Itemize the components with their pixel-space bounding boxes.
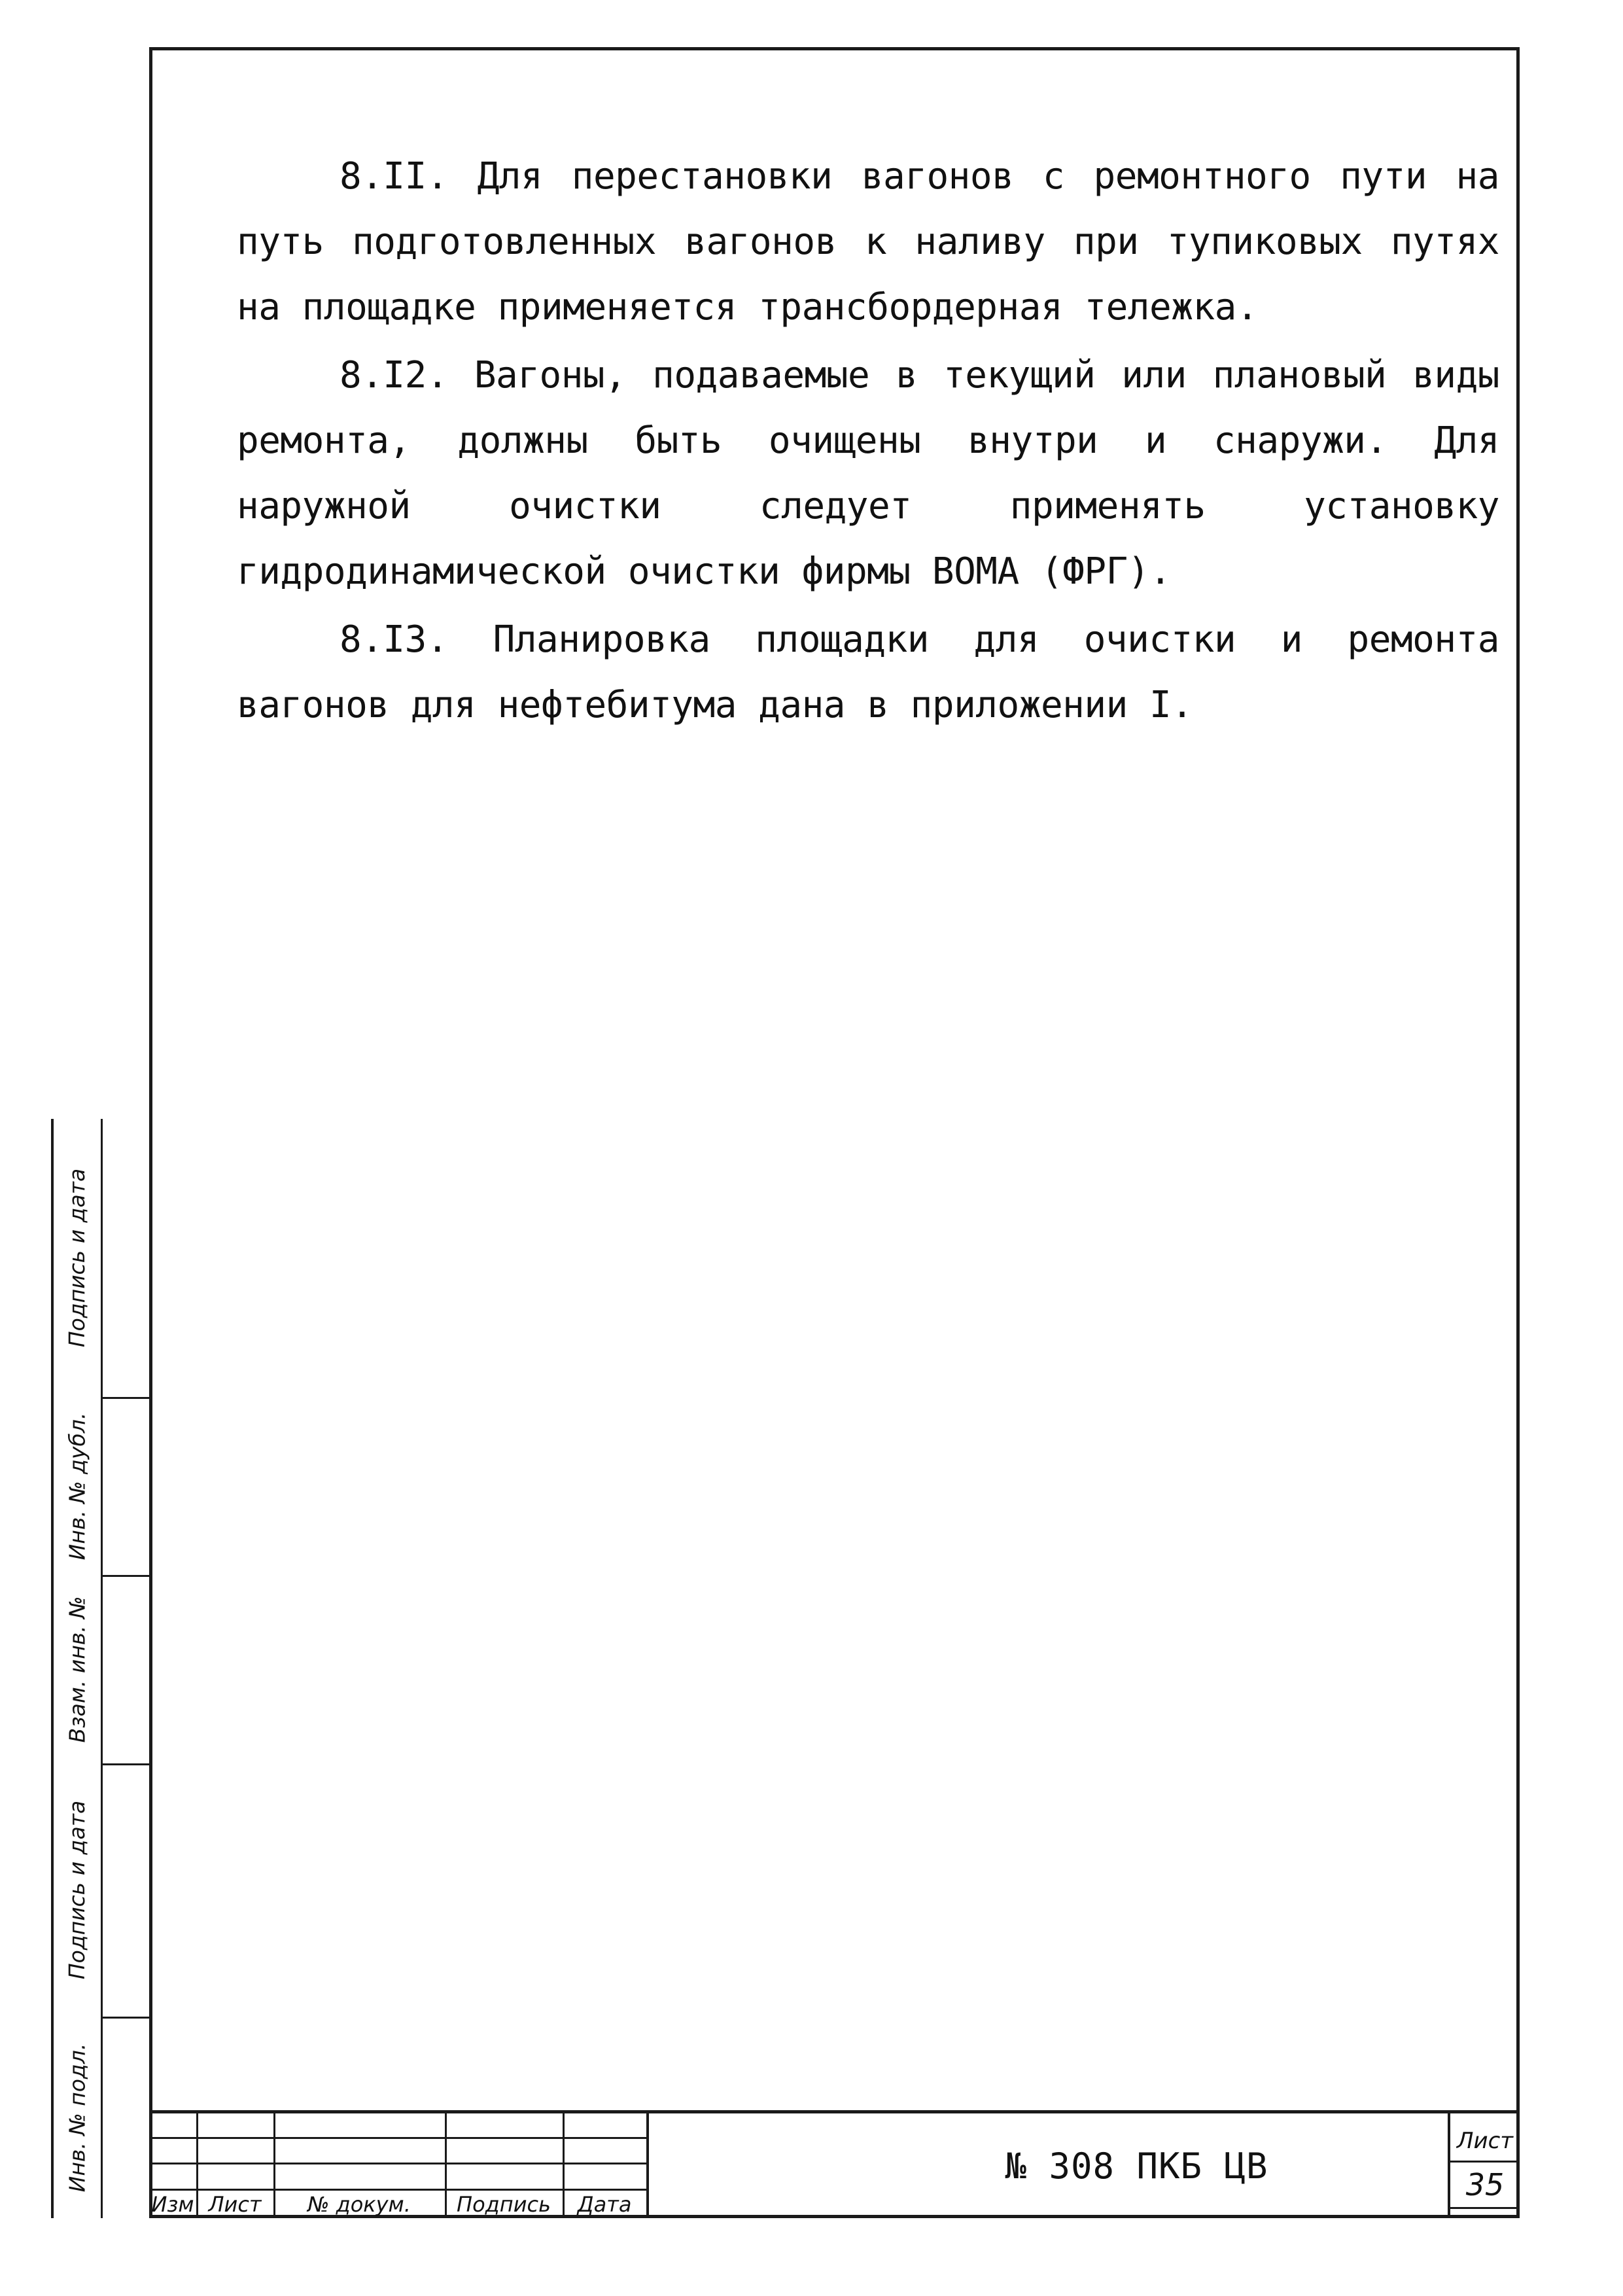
side-label-signature-date-1: Подпись и дата: [64, 1168, 90, 1348]
sheet-label: Лист: [1456, 2128, 1514, 2154]
revision-table: [149, 2113, 646, 2218]
sheet-number: 35: [1450, 2161, 1520, 2209]
paragraph-8-11: 8.II. Для перестановки вагонов с ремонтного пути на путь подготовленных вагонов к наливу при тупиковых путях на площадке применяется трансбордерная тележка.: [237, 155, 1522, 328]
title-block: [149, 2110, 1520, 2218]
side-stamp: [51, 1119, 149, 2218]
side-label-original-inv: Инв. № подл.: [64, 2043, 90, 2192]
paragraph-8-13: 8.I3. Планировка площадки для очистки и ремонта вагонов для нефтебитума дана в приложении I.: [237, 618, 1522, 726]
header-signature: Подпись: [457, 2192, 551, 2217]
side-label-duplicate-inv: Инв. № дубл.: [64, 1412, 90, 1560]
sheet-box: [1448, 2113, 1520, 2218]
header-sheet: Лист: [208, 2192, 262, 2217]
header-document-number: № докум.: [307, 2192, 411, 2217]
document-body: [237, 144, 1522, 741]
document-designation: № 308 ПКБ ЦВ: [646, 2113, 1623, 2218]
side-label-signature-date-2: Подпись и дата: [64, 1800, 90, 1980]
side-label-replacement-inv: Взам. инв. №: [64, 1595, 90, 1743]
header-change: Изм: [151, 2192, 194, 2217]
header-date: Дата: [577, 2192, 632, 2217]
paragraph-8-12: 8.I2. Вагоны, подаваемые в текущий или плановый виды ремонта, должны быть очищены внутри и снаружи. Для наружной очистки следует применять установку гидродинамической очистки фирмы ВОМА (ФРГ).: [237, 354, 1522, 593]
